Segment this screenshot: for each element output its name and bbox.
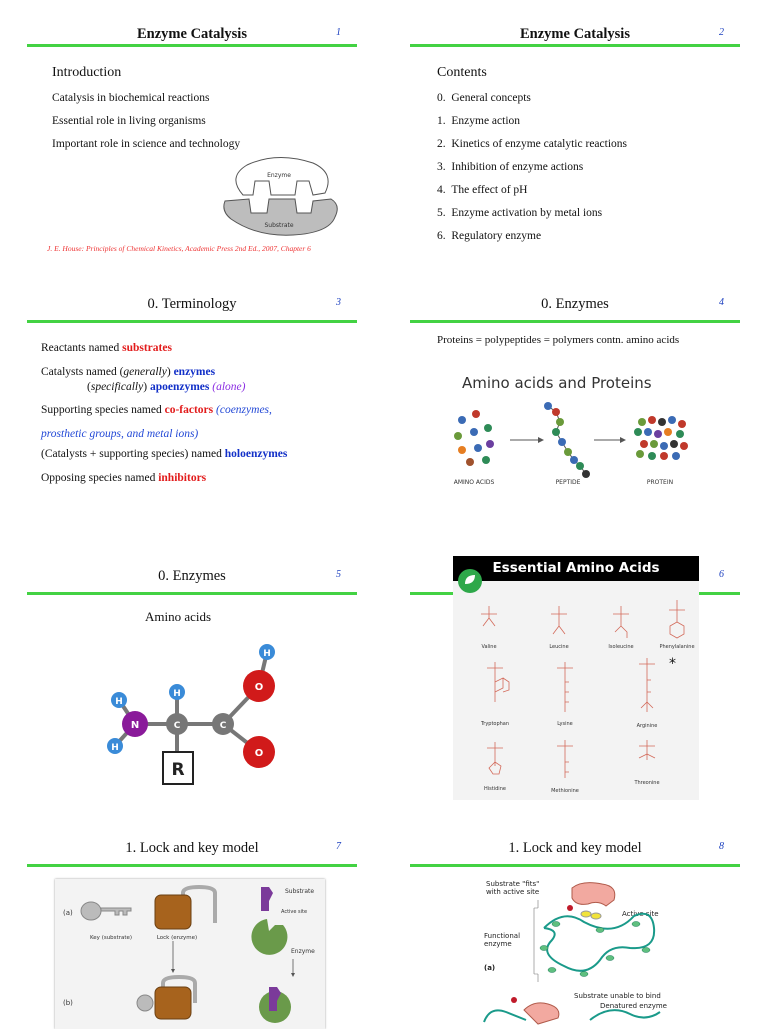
svg-text:Substrate: Substrate: [285, 888, 315, 895]
title-divider: [27, 864, 357, 867]
amino-acid-structure: [97, 642, 297, 787]
intro-line-1: Catalysis in biochemical reactions: [52, 92, 210, 104]
amino-acid-protein-figure: [440, 400, 710, 490]
term-inhibitors: Opposing species named inhibitors: [41, 472, 207, 484]
page-number: 7: [336, 841, 341, 852]
svg-text:R: R: [171, 760, 185, 780]
slide-title: 0. Enzymes: [541, 296, 609, 312]
svg-text:Key (substrate): Key (substrate): [89, 935, 133, 941]
page-number: 1: [336, 27, 341, 38]
key-in-lock: [137, 977, 195, 1019]
term-cofactors-cont: prosthetic groups, and metal ions): [41, 428, 199, 440]
list-item: 6. Regulatory enzyme: [437, 230, 542, 242]
page-number: 2: [719, 27, 724, 38]
list-item: 3. Inhibition of enzyme actions: [437, 161, 584, 173]
section-heading: Contents: [437, 65, 487, 80]
denatured-enzyme-figure: [440, 874, 730, 1024]
enzyme-shape: [251, 919, 287, 955]
figure-title: Amino acids and Proteins: [462, 374, 652, 392]
slide-2: [410, 22, 740, 272]
key-shape: [81, 902, 131, 920]
slide-6: [410, 560, 740, 814]
svg-text:Enzyme: Enzyme: [291, 948, 315, 955]
label-peptide: PEPTIDE: [555, 479, 581, 486]
title-divider: [27, 320, 357, 323]
label-amino-acids: AMINO ACIDS: [453, 479, 495, 486]
page-number: 6: [719, 569, 724, 580]
list-item: 0. General concepts: [437, 92, 531, 104]
proteins-definition: Proteins = polypeptides = polymers contn. amino acids: [437, 334, 680, 346]
enzyme-substrate-complex: [259, 987, 291, 1023]
lock-key-drawing: [55, 879, 325, 1029]
label-protein: PROTEIN: [646, 479, 674, 486]
intro-line-2: Essential role in living organisms: [52, 115, 206, 127]
title-divider: [410, 864, 740, 867]
slide-1: [27, 22, 357, 272]
section-heading: Introduction: [52, 65, 122, 80]
denatured-enzyme-chain: [484, 1010, 660, 1022]
term-enzymes: Catalysts named (generally) enzymes: [41, 366, 216, 378]
amino-acid-label: Isoleucine: [608, 644, 634, 650]
reference: J. E. House: Principles of Chemical Kinetics, Academic Press 2nd Ed., 2007, Chapter 6: [47, 244, 311, 253]
svg-text:H: H: [263, 649, 271, 659]
amino-acid-label: Tryptophan: [480, 721, 510, 727]
slide-3: [27, 292, 357, 542]
amino-acid-label: Methionine: [551, 788, 579, 794]
page-number: 5: [336, 569, 341, 580]
slide-title: Enzyme Catalysis: [520, 26, 630, 42]
substrate-shape: [224, 199, 337, 235]
slide-title: Enzyme Catalysis: [137, 26, 247, 42]
amino-acid-label: Phenylalanine: [659, 644, 695, 650]
amino-acid-structures: [455, 592, 695, 792]
figure-title: Essential Amino Acids: [453, 556, 699, 581]
slide-title: 1. Lock and key model: [508, 840, 642, 856]
slide-title: 0. Terminology: [147, 296, 237, 312]
slide-7: [27, 836, 357, 1024]
svg-text:enzyme: enzyme: [484, 940, 512, 948]
svg-text:(b): (b): [63, 999, 73, 1007]
list-item: 4. The effect of pH: [437, 184, 528, 196]
subtitle: Amino acids: [145, 609, 212, 624]
substrate-shape: [261, 887, 273, 911]
peptide-chain: [544, 402, 590, 478]
substrate-shape: [572, 883, 615, 906]
term-substrates: Reactants named substrates: [41, 342, 172, 354]
lock-key-figure: [55, 879, 325, 1029]
title-divider: [27, 592, 357, 595]
svg-text:Substrate "fits": Substrate "fits": [486, 880, 540, 888]
title-divider: [410, 320, 740, 323]
lock-shape: [155, 887, 215, 929]
amino-acid-label: Valine: [481, 644, 497, 650]
page-number: 4: [719, 297, 724, 308]
svg-text:Denatured enzyme: Denatured enzyme: [600, 1002, 667, 1010]
enzyme-substrate-figure: [217, 155, 347, 239]
amino-acid-label: Threonine: [634, 780, 660, 786]
svg-text:O: O: [254, 748, 264, 759]
list-item: 2. Kinetics of enzyme catalytic reactions: [437, 138, 627, 150]
slide-title: 0. Enzymes: [158, 568, 226, 584]
amino-acids-cluster: [454, 410, 494, 466]
protein-cluster: [634, 416, 688, 460]
list-item: 5. Enzyme activation by metal ions: [437, 207, 603, 219]
svg-text:(a): (a): [484, 964, 496, 972]
svg-text:with active site: with active site: [486, 888, 540, 896]
svg-text:Lock (enzyme): Lock (enzyme): [156, 935, 198, 941]
amino-acid-label: Leucine: [549, 644, 569, 650]
svg-text:H: H: [111, 743, 119, 753]
list-item: 1. Enzyme action: [437, 115, 521, 127]
svg-text:C: C: [173, 721, 181, 731]
term-cofactors: Supporting species named co-factors (coenzymes,: [41, 404, 272, 416]
title-divider: [410, 44, 740, 47]
svg-text:(a): (a): [63, 909, 73, 917]
intro-line-3: Important role in science and technology: [52, 138, 241, 150]
slide-8: [410, 836, 740, 1024]
svg-text:C: C: [219, 721, 227, 731]
svg-text:N: N: [130, 720, 140, 731]
enzyme-label: Enzyme: [267, 172, 291, 179]
slide-4: [410, 292, 740, 542]
slide-title: 1. Lock and key model: [125, 840, 259, 856]
svg-text:Active site: Active site: [622, 910, 659, 918]
leaf-icon: [457, 568, 483, 594]
amino-acid-label: Lysine: [557, 721, 573, 727]
term-holoenzymes: (Catalysts + supporting species) named holoenzymes: [41, 448, 288, 460]
slide-5: [27, 564, 357, 814]
page-number: 8: [719, 841, 724, 852]
term-apoenzymes: (specifically) apoenzymes (alone): [87, 381, 246, 393]
svg-text:Substrate unable to bind: Substrate unable to bind: [574, 992, 661, 1000]
page-number: 3: [336, 297, 341, 308]
amino-acid-label: Arginine: [636, 723, 658, 729]
svg-text:H: H: [115, 697, 123, 707]
title-divider: [27, 44, 357, 47]
asterisk-mark: *: [669, 656, 676, 672]
svg-text:Active site: Active site: [281, 909, 308, 915]
substrate-label: Substrate: [264, 222, 294, 229]
svg-text:H: H: [173, 689, 181, 699]
svg-text:Functional: Functional: [484, 932, 521, 940]
essential-amino-acids-figure: [453, 556, 699, 800]
svg-text:O: O: [254, 682, 264, 693]
amino-acid-label: Histidine: [484, 786, 506, 792]
